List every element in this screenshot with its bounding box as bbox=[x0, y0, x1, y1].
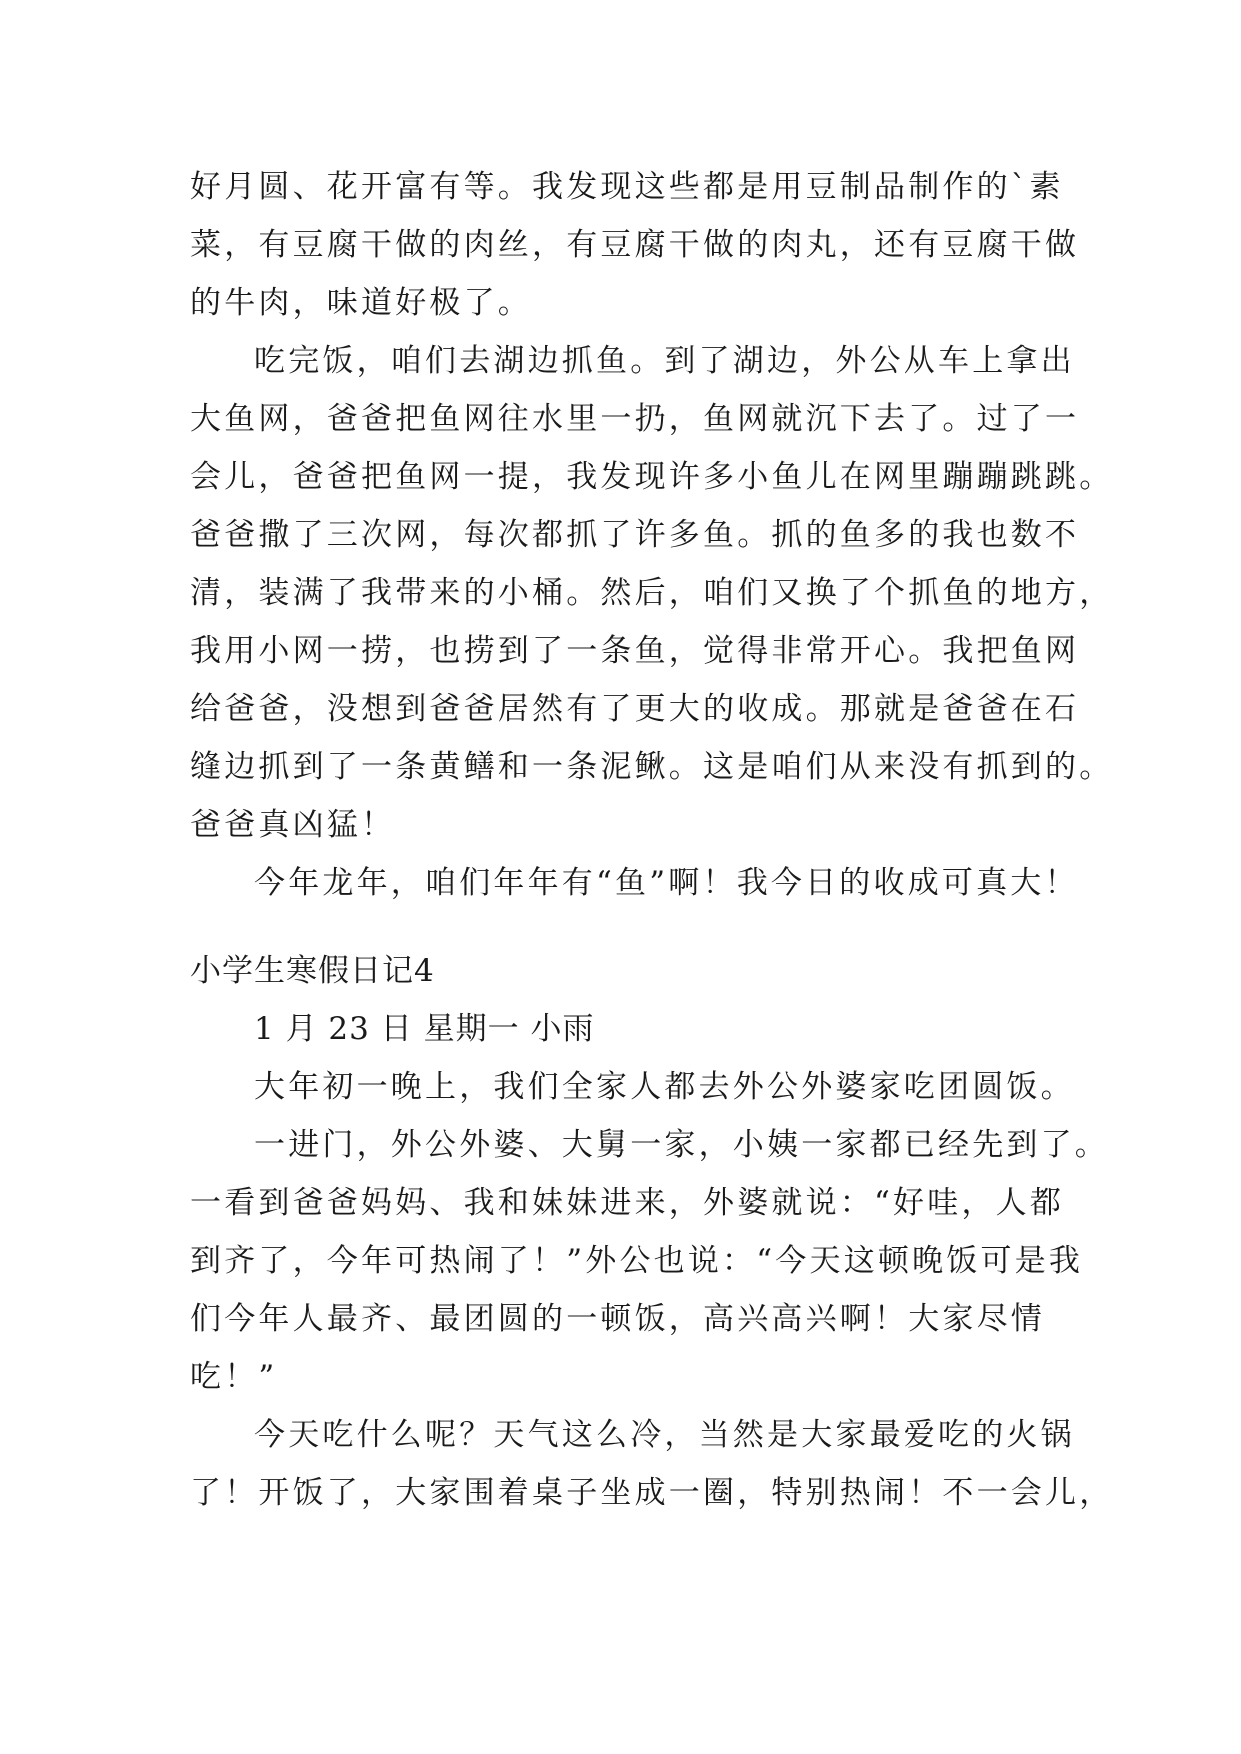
text-line: 一看到爸爸妈妈、我和妹妹进来，外婆就说：“好哇，人都 bbox=[190, 1185, 1065, 1221]
text-line: 一进门，外公外婆、大舅一家，小姨一家都已经先到了。 bbox=[254, 1127, 1109, 1163]
paragraph bbox=[190, 1116, 1109, 1406]
paragraph bbox=[190, 1406, 1114, 1522]
paragraph bbox=[190, 332, 1114, 854]
text-line: 好月圆、花开富有等。我发现这些都是用豆制品制作的`素 bbox=[190, 169, 1064, 205]
text-line: 今天吃什么呢？天气这么冷，当然是大家最爱吃的火锅 bbox=[254, 1417, 1075, 1453]
text-line: 爸爸撒了三次网，每次都抓了许多鱼。抓的鱼多的我也数不 bbox=[190, 517, 1080, 553]
text-line: 爸爸真凶猛！ bbox=[190, 807, 396, 843]
text-line: 吃！” bbox=[190, 1359, 278, 1395]
text-line: 到齐了，今年可热闹了！”外公也说：“今天这顿晚饭可是我 bbox=[190, 1243, 1084, 1279]
text-line: 菜，有豆腐干做的肉丝，有豆腐干做的肉丸，还有豆腐干做 bbox=[190, 227, 1080, 263]
text-line: 吃完饭，咱们去湖边抓鱼。到了湖边，外公从车上拿出 bbox=[254, 343, 1075, 379]
text-line: 会儿，爸爸把鱼网一提，我发现许多小鱼儿在网里蹦蹦跳跳。 bbox=[190, 459, 1114, 495]
section-title: 小学生寒假日记4 bbox=[190, 953, 435, 989]
section-spacer bbox=[190, 912, 1060, 942]
paragraph bbox=[190, 158, 1080, 332]
paragraph bbox=[190, 1058, 1075, 1116]
text-line: 给爸爸，没想到爸爸居然有了更大的收成。那就是爸爸在石 bbox=[190, 691, 1080, 727]
text-line: 的牛肉，味道好极了。 bbox=[190, 285, 532, 321]
text-line: 清，装满了我带来的小桶。然后，咱们又换了个抓鱼的地方， bbox=[190, 575, 1114, 611]
text-line: 了！开饭了，大家围着桌子坐成一圈，特别热闹！不一会儿， bbox=[190, 1475, 1114, 1511]
text-line: 们今年人最齐、最团圆的一顿饭，高兴高兴啊！大家尽情 bbox=[190, 1301, 1045, 1337]
text-line: 大年初一晚上，我们全家人都去外公外婆家吃团圆饭。 bbox=[254, 1069, 1075, 1105]
text-line: 缝边抓到了一条黄鳝和一条泥鳅。这是咱们从来没有抓到的。 bbox=[190, 749, 1114, 785]
date-line: 1 月 23 日 星期一 小雨 bbox=[254, 1011, 595, 1047]
paragraph bbox=[190, 854, 1079, 912]
text-line: 我用小网一捞，也捞到了一条鱼，觉得非常开心。我把鱼网 bbox=[190, 633, 1080, 669]
text-line: 大鱼网，爸爸把鱼网往水里一扔，鱼网就沉下去了。过了一 bbox=[190, 401, 1080, 437]
text-line: 今年龙年，咱们年年有“鱼”啊！我今日的收成可真大！ bbox=[254, 865, 1079, 901]
document-page bbox=[190, 158, 1114, 1522]
